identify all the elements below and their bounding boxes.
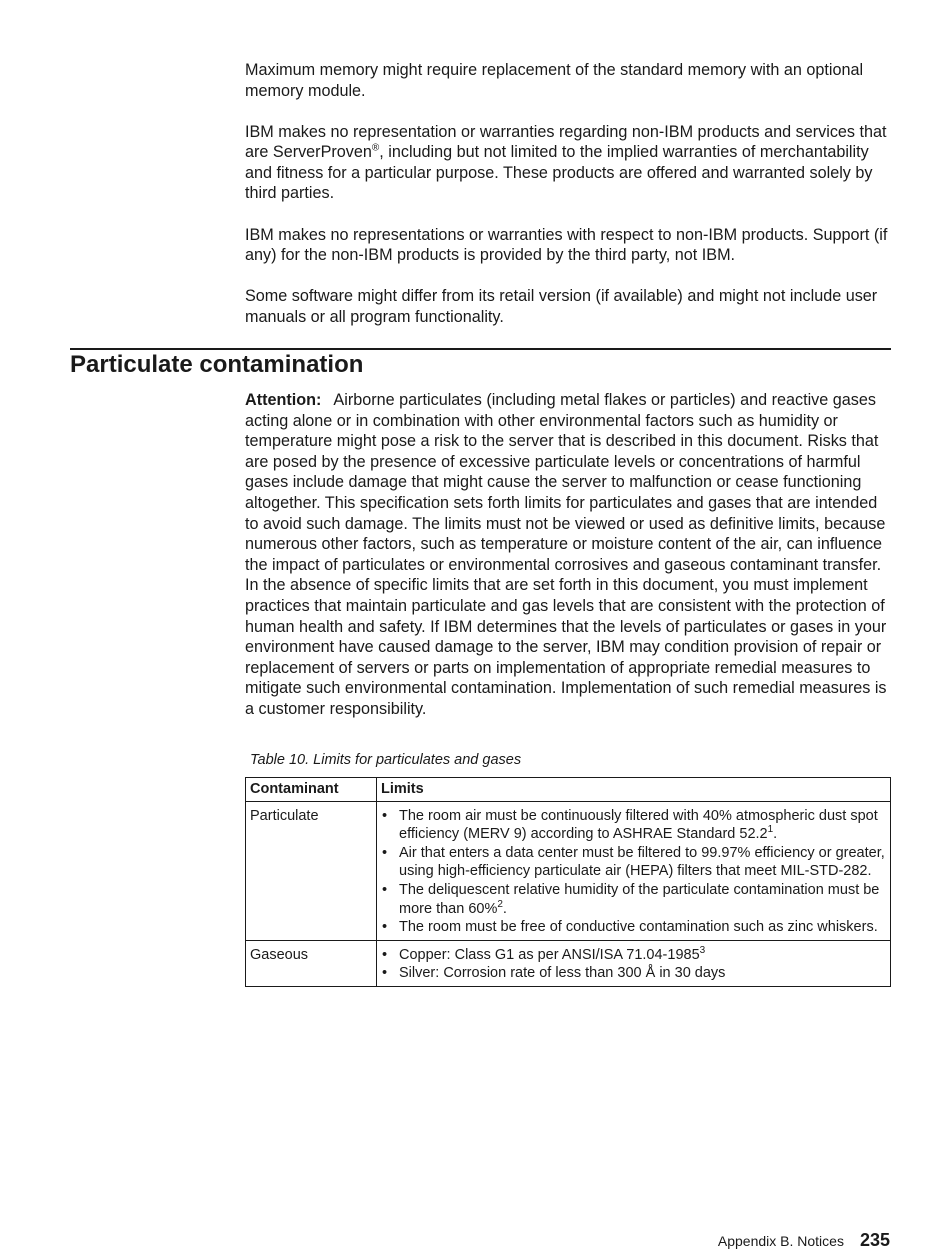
list-item <box>381 881 886 918</box>
table-row <box>246 940 891 986</box>
limit-text: The room must be free of conductive contamination such as zinc whiskers. <box>399 919 878 936</box>
table-header-row <box>246 778 891 802</box>
table-row <box>246 801 891 940</box>
limit-text: The deliquescent relative humidity of the particulate contamination must be more than 60% <box>399 881 880 917</box>
footnote-marker: 1 <box>767 824 774 836</box>
page-number: 235 <box>859 1230 890 1250</box>
limits-list <box>381 805 886 937</box>
limit-suffix: . <box>773 826 778 843</box>
paragraph-serverproven <box>245 122 890 204</box>
list-item <box>381 807 886 844</box>
limit-text: Air that enters a data center must be filtered to 99.97% efficiency or greater, using high-efficiency particulate air (HEPA) filters that meet MIL-STD-282. <box>399 844 885 880</box>
footnote-marker: 3 <box>699 944 706 956</box>
limits-list <box>381 944 886 983</box>
limit-text: The room air must be continuously filtered with 40% atmospheric dust spot efficiency (MERV 9) according to ASHRAE Standard 52.2 <box>399 807 878 843</box>
list-item <box>381 964 886 983</box>
limits-cell <box>377 801 891 940</box>
attention-block <box>245 390 890 720</box>
paragraph-non-ibm-support: IBM makes no representations or warranties with respect to non-IBM products. Support (if any) for the non-IBM products is provided by the third party, not IBM. <box>245 225 888 265</box>
footer-section-title: Appendix B. Notices <box>717 1233 844 1249</box>
paragraph-memory: Maximum memory might require replacement of the standard memory with an optional memory module. <box>245 61 864 100</box>
registered-mark: ® <box>371 142 380 154</box>
intro-text <box>245 60 890 348</box>
paragraph-software-differences: Some software might differ from its retail version (if available) and might not include user manuals or all program functionality. <box>245 287 878 326</box>
attention-label: Attention: <box>245 391 322 409</box>
contaminant-cell: Particulate <box>246 801 377 940</box>
limit-text: Copper: Class G1 as per ANSI/ISA 71.04-1985 <box>399 946 700 963</box>
attention-text: Airborne particulates (including metal flakes or particles) and reactive gases acting alone or in combination with other environmental factors such as humidity or temperature might pose a risk to the server that is described in this document. Risks that are posed by the presence of excessive particulate levels or concentrations of harmful gases include damage that might cause the server to malfunction or cease functioning altogether. This specification sets forth limits for particulates and gases that are intended to avoid such damage. The limits must not be viewed or used as definitive limits, because numerous other factors, such as temperature or moisture content of the air, can influence the impact of particulates or environmental corrosives and gaseous contaminant transfer. In the absence of specific limits that are set forth in this document, you must implement practices that maintain particulate and gas levels that are consistent with the protection of human health and safety. If IBM determines that the levels of particulates or gases in your environment have caused damage to the server, IBM may condition provision of repair or replacement of servers or parts on implementation of appropriate remedial measures to mitigate such environmental contamination. Implementation of such remedial measures is a customer responsibility. <box>245 391 887 718</box>
limits-table <box>245 777 891 987</box>
column-header-contaminant: Contaminant <box>246 778 377 802</box>
paragraph-serverproven-part2: , including but not limited to the implied warranties of merchantability and fitness for a particular purpose. These products are offered and warranted solely by third parties. <box>245 143 873 203</box>
limit-suffix: . <box>502 900 507 917</box>
page-footer <box>718 1230 890 1251</box>
attention-paragraph <box>245 390 890 720</box>
section-heading: Particulate contamination <box>70 351 364 378</box>
list-item <box>381 946 886 965</box>
table-caption: Table 10. Limits for particulates and gases <box>250 752 522 768</box>
footnote-marker: 2 <box>497 898 503 910</box>
contaminant-cell: Gaseous <box>246 940 377 986</box>
paragraph-serverproven-part1: IBM makes no representation or warranties regarding non-IBM products and services that are ServerProven <box>245 122 887 162</box>
limits-cell <box>377 940 891 986</box>
column-header-limits: Limits <box>377 778 891 802</box>
list-item <box>381 918 886 937</box>
list-item <box>381 844 886 881</box>
limit-text: Silver: Corrosion rate of less than 300 Å in 30 days <box>399 965 726 982</box>
